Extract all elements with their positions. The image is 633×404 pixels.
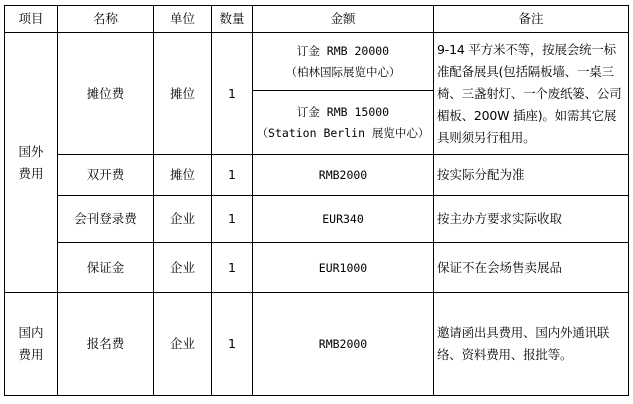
header-name: 名称 [58, 6, 154, 33]
row-note: 按实际分配为准 [434, 155, 629, 196]
header-note: 备注 [434, 6, 629, 33]
table-row [5, 33, 629, 91]
row-amount: EUR340 [253, 196, 434, 243]
group-domestic: 国内 费用 [5, 293, 58, 396]
row-name: 报名费 [58, 293, 154, 396]
row-unit: 摊位 [154, 33, 212, 155]
row-note: 按主办方要求实际收取 [434, 196, 629, 243]
fee-table [4, 5, 629, 396]
row-name: 摊位费 [58, 33, 154, 155]
header-item: 项目 [5, 6, 58, 33]
row-unit: 企业 [154, 243, 212, 293]
header-row [5, 6, 629, 33]
table-row [5, 196, 629, 243]
group-foreign: 国外 费用 [5, 33, 58, 293]
row-note: 邀请函出具费用、国内外通讯联络、资料费用、报批等。 [434, 293, 629, 396]
row-amount: 订金 RMB 20000 （柏林国际展览中心） [253, 33, 434, 91]
row-unit: 企业 [154, 196, 212, 243]
row-qty: 1 [212, 33, 253, 155]
header-amount: 金额 [253, 6, 434, 33]
row-name: 保证金 [58, 243, 154, 293]
table-row [5, 243, 629, 293]
row-unit: 摊位 [154, 155, 212, 196]
header-unit: 单位 [154, 6, 212, 33]
table-row [5, 293, 629, 396]
row-note: 9-14 平方米不等，按展会统一标准配备展具(包括隔板墙、一桌三椅、三盏射灯、一个废纸篓、公司楣板、200W 插座)。如需其它展具则须另行租用。 [434, 33, 629, 155]
row-qty: 1 [212, 243, 253, 293]
row-amount: RMB2000 [253, 155, 434, 196]
row-amount: 订金 RMB 15000 （Station Berlin 展览中心） [253, 91, 434, 155]
table-row [5, 155, 629, 196]
row-name: 会刊登录费 [58, 196, 154, 243]
row-unit: 企业 [154, 293, 212, 396]
row-qty: 1 [212, 293, 253, 396]
row-qty: 1 [212, 155, 253, 196]
header-qty: 数量 [212, 6, 253, 33]
row-name: 双开费 [58, 155, 154, 196]
row-amount: EUR1000 [253, 243, 434, 293]
row-note: 保证不在会场售卖展品 [434, 243, 629, 293]
row-qty: 1 [212, 196, 253, 243]
row-amount: RMB2000 [253, 293, 434, 396]
